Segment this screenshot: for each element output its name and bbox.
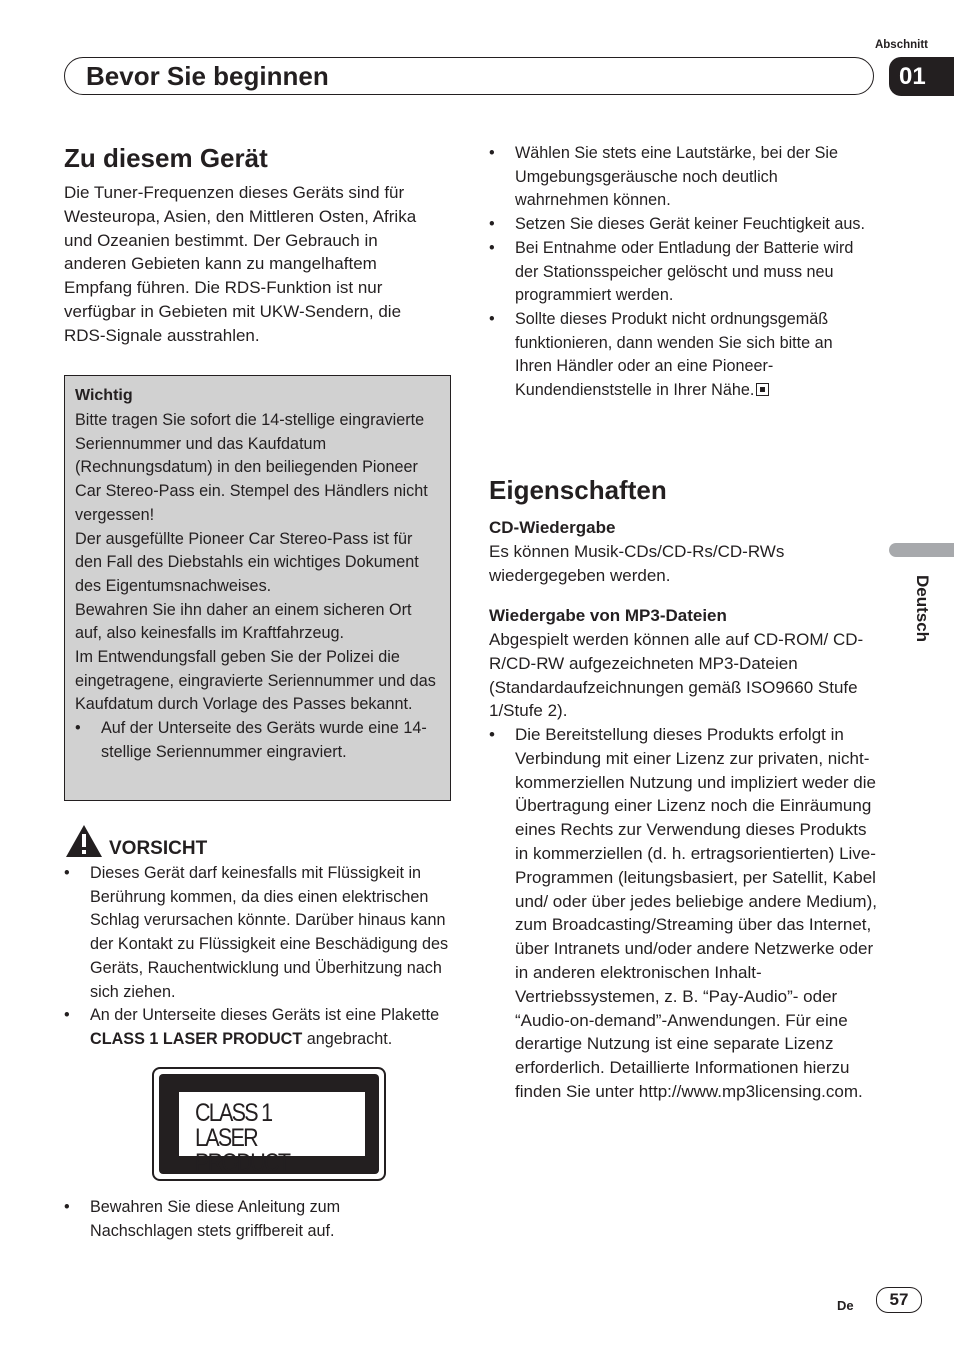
header-title: Bevor Sie beginnen	[86, 61, 329, 91]
heading-features: Eigenschaften	[489, 475, 667, 505]
important-paragraph-4: Im Entwendungsfall geben Sie der Polizei die eingetragene, eingravierte Seriennummer und das Kaufdatum durch Vorlage des Passes bekannt.	[75, 648, 436, 714]
section-number-badge: 01	[889, 57, 954, 96]
precaution-bullet-4	[489, 308, 873, 403]
intro-paragraph: Die Tuner-Frequenzen dieses Geräts sind für Westeuropa, Asien, den Mittleren Osten, Afrika und Ozeanien bestimmt. Der Gebrauch in anderen Gebieten kann zu mangelhaftem Empfang führen. Die RDS-Funktion ist nur verfügbar in Gebieten mit UKW-Sendern, die RDS-Signale ausstrahlen.	[64, 183, 417, 345]
warning-triangle-icon	[65, 824, 103, 863]
important-paragraph-2: Der ausgefüllte Pioneer Car Stereo-Pass ist für den Fall des Diebstahls ein wichtiges Dokument des Eigentumsnachweises.	[75, 529, 419, 595]
precaution-bullet-1: • Wählen Sie stets eine Lautstärke, bei der Sie Umgebungsgeräusche noch deutlich wahrnehmen können.	[489, 142, 873, 213]
caution-title: VORSICHT	[109, 838, 208, 859]
caution-bullet-2-end: angebracht.	[302, 1029, 393, 1048]
end-of-section-icon	[756, 383, 769, 396]
mp3-license-list	[489, 723, 879, 1104]
language-tab-label: Deutsch	[913, 575, 932, 643]
mp3-license-bullet: • Die Bereitstellung dieses Produkts erfolgt in Verbindung mit einer Lizenz zur privaten, nicht-kommerziellen Nutzung und impliziert weder die Übertragung einer Lizenz noch die Einräumung eines Rechts zur Verwendung dieses Produkts in kommerziellen (d. h. ertragsorientierten) Live-Programmen (leitungsbasiert, per Satellit, Kabel und/ oder über jedes beliebige andere Medium), zum Broadcasting/Streaming über das Internet, über Intranets und/oder andere Netzwerke oder in anderen elektronischen Inhalt-Vertriebssystemen, z. B. “Pay-Audio”- oder “Audio-on-demand”-Anwendungen. Für eine derartige Nutzung ist eine separate Lizenz erforderlich. Detaillierte Informationen hierzu finden Sie unter http://www.mp3licensing.com.	[489, 723, 879, 1104]
keep-manual-bullet: • Bewahren Sie diese Anleitung zum Nachschlagen stets griffbereit auf.	[64, 1196, 434, 1243]
important-bullet-list	[75, 717, 442, 764]
laser-label-line-1: CLASS 1	[195, 1099, 272, 1127]
caution-bullet-2-text: An der Unterseite dieses Geräts ist eine Plakette	[90, 1006, 440, 1025]
precaution-bullet-3: • Bei Entnahme oder Entladung der Batterie wird der Stationsspeicher gelöscht und muss neu programmiert werden.	[489, 237, 873, 308]
footer-language-code: De	[837, 1298, 854, 1313]
language-tab-marker	[889, 543, 954, 557]
heading-about-device: Zu diesem Gerät	[64, 143, 268, 173]
caution-bullet-1: • Dieses Gerät darf keinesfalls mit Flüssigkeit in Berührung kommen, da dies einen elektrischen Schlag verursachen könnte. Darüber hinaus kann der Kontakt zu Flüssigkeit eine Beschädigung des Geräts, Rauchentwicklung und Überhitzung nach sich ziehen.	[64, 862, 454, 1004]
mp3-playback-title: Wiedergabe von MP3-Dateien	[489, 606, 727, 625]
important-box	[64, 375, 451, 801]
page-number: 57	[876, 1287, 922, 1313]
cd-playback-text: Es können Musik-CDs/CD-Rs/CD-RWs wiedergegeben werden.	[489, 542, 785, 585]
precaution-bullet-4-text: Sollte dieses Produkt nicht ordnungsgemäß funktionieren, dann wenden Sie sich bitte an Ihren Händler oder an eine Pioneer-Kundendienststelle in Ihrer Nähe.	[515, 309, 833, 400]
section-label: Abschnitt	[874, 39, 928, 51]
caution-bullet-list	[64, 862, 454, 1052]
mp3-playback-text: Abgespielt werden können alle auf CD-ROM/ CD-R/CD-RW aufgezeichneten MP3-Dateien (Standardaufzeichnungen gemäß ISO9660 Stufe 1/Stufe 2).	[489, 630, 864, 721]
precaution-bullet-list	[489, 142, 873, 403]
laser-label-text	[195, 1101, 341, 1176]
laser-label-line-2: LASER PRODUCT	[195, 1124, 290, 1177]
precaution-bullet-2: • Setzen Sie dieses Gerät keiner Feuchtigkeit aus.	[489, 213, 873, 237]
cd-playback-title: CD-Wiedergabe	[489, 518, 616, 537]
important-paragraph-1: Bitte tragen Sie sofort die 14-stellige eingravierte Seriennummer und das Kaufdatum (Rechnungsdatum) in den beiliegenden Pioneer Car Stereo-Pass ein. Stempel des Händlers nicht vergessen!	[75, 411, 428, 524]
important-title: Wichtig	[75, 387, 133, 404]
laser-product-term: CLASS 1 LASER PRODUCT	[90, 1029, 303, 1048]
laser-product-label	[152, 1067, 386, 1181]
important-paragraph-3: Bewahren Sie ihn daher an einem sicheren Ort auf, also keinesfalls im Kraftfahrzeug.	[75, 600, 412, 643]
manual-bullet-list	[64, 1196, 434, 1243]
important-bullet: • Auf der Unterseite des Geräts wurde eine 14-stellige Seriennummer eingraviert.	[75, 717, 442, 764]
caution-bullet-2	[64, 1004, 454, 1051]
